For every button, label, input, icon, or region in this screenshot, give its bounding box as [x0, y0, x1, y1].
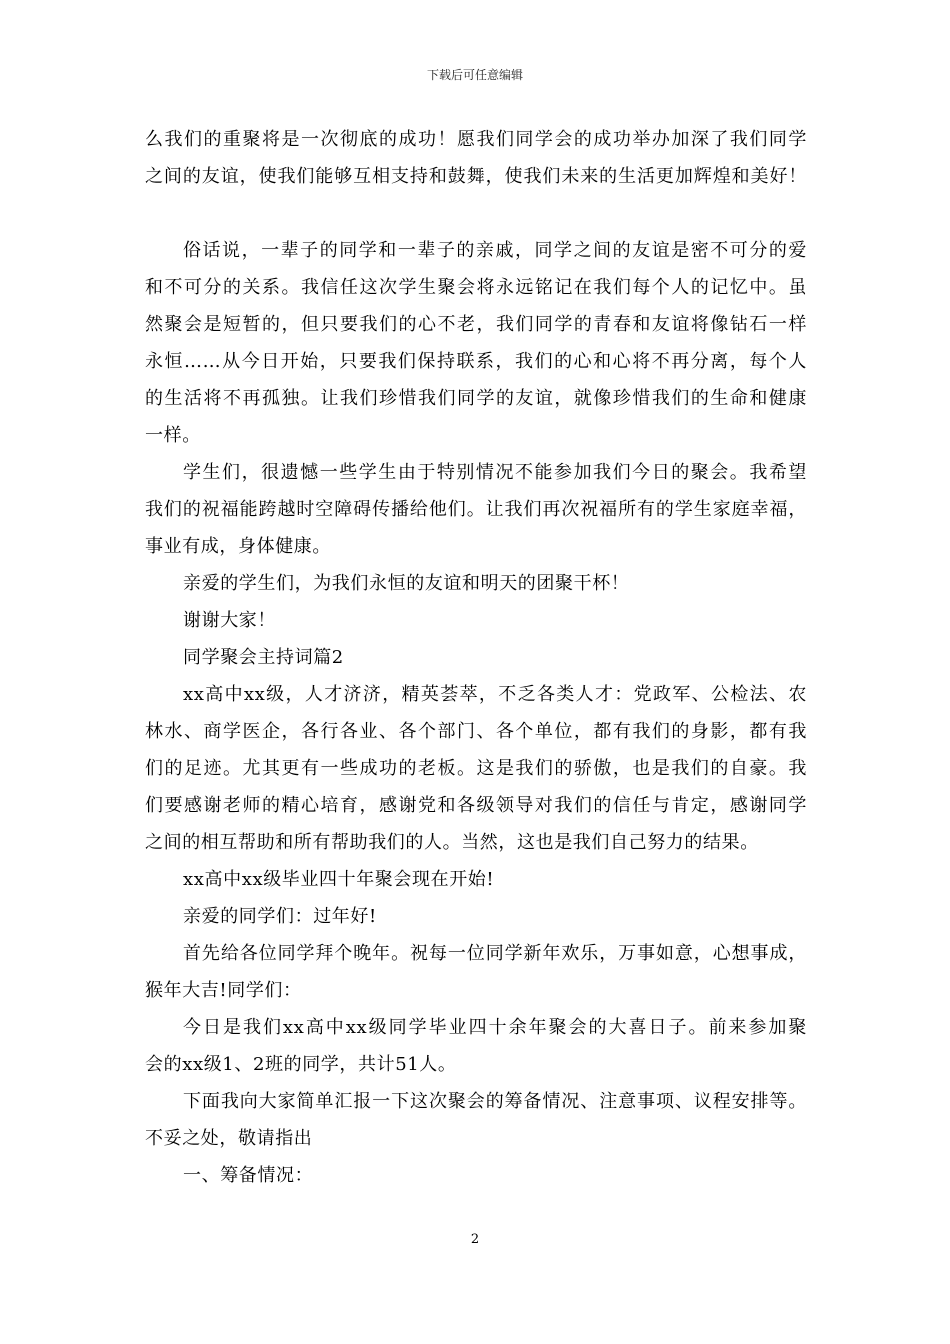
text-line: 一样。	[145, 425, 201, 446]
text-line: 会的xx级1、2班的同学，共计51人。	[145, 1054, 457, 1075]
text-line: 俗话说，一辈子的同学和一辈子的亲戚，同学之间的友谊是密不可分的爱	[183, 240, 807, 261]
text-line: xx高中xx级毕业四十年聚会现在开始!	[183, 869, 495, 890]
text-line: 之间的友谊，使我们能够互相支持和鼓舞，使我们未来的生活更加辉煌和美好！	[145, 166, 807, 187]
page-number: 2	[470, 1232, 480, 1247]
text-line: 和不可分的关系。我信任这次学生聚会将永远铭记在我们每个人的记忆中。虽	[145, 277, 807, 298]
text-line: 首先给各位同学拜个晚年。祝每一位同学新年欢乐，万事如意，心想事成，	[183, 943, 807, 964]
paragraph-gap	[145, 195, 807, 232]
text-line: 猴年大吉!同学们：	[145, 980, 302, 1001]
text-line: 们的足迹。尤其更有一些成功的老板。这是我们的骄傲，也是我们的自豪。我	[145, 758, 807, 779]
text-line: 同学聚会主持词篇2	[183, 647, 344, 668]
text-line: 事业有成，身体健康。	[145, 536, 331, 557]
text-line: 们要感谢老师的精心培育，感谢党和各级领导对我们的信任与肯定，感谢同学	[145, 795, 807, 816]
text-line: 然聚会是短暂的，但只要我们的心不老，我们同学的青春和友谊将像钻石一样	[145, 314, 807, 335]
text-line: 下面我向大家简单汇报一下这次聚会的筹备情况、注意事项、议程安排等。	[183, 1091, 807, 1112]
text-line: 的生活将不再孤独。让我们珍惜我们同学的友谊，就像珍惜我们的生命和健康	[145, 388, 807, 409]
text-line: 亲爱的学生们，为我们永恒的友谊和明天的团聚干杯！	[183, 573, 630, 594]
page-header: 下载后可任意编辑	[426, 68, 523, 82]
text-line: 永恒……从今日开始，只要我们保持联系，我们的心和心将不再分离，每个人	[145, 351, 807, 372]
text-line: 今日是我们xx高中xx级同学毕业四十余年聚会的大喜日子。前来参加聚	[183, 1017, 807, 1038]
text-line: 谢谢大家！	[183, 610, 276, 631]
text-line: 一、筹备情况：	[183, 1165, 314, 1186]
text-line: 学生们，很遗憾一些学生由于特别情况不能参加我们今日的聚会。我希望	[183, 462, 807, 483]
text-line: 亲爱的同学们：过年好!	[183, 906, 377, 927]
text-line: 我们的祝福能跨越时空障碍传播给他们。让我们再次祝福所有的学生家庭幸福，	[145, 499, 807, 520]
text-line: 么我们的重聚将是一次彻底的成功！愿我们同学会的成功举办加深了我们同学	[145, 129, 807, 150]
text-line: 不妥之处，敬请指出	[145, 1128, 313, 1149]
text-line: xx高中xx级，人才济济，精英荟萃，不乏各类人才：党政军、公检法、农	[183, 684, 807, 705]
text-line: 林水、商学医企，各行各业、各个部门、各个单位，都有我们的身影，都有我	[145, 721, 807, 742]
text-line: 之间的相互帮助和所有帮助我们的人。当然，这也是我们自己努力的结果。	[145, 832, 759, 853]
body-text	[145, 121, 807, 1194]
